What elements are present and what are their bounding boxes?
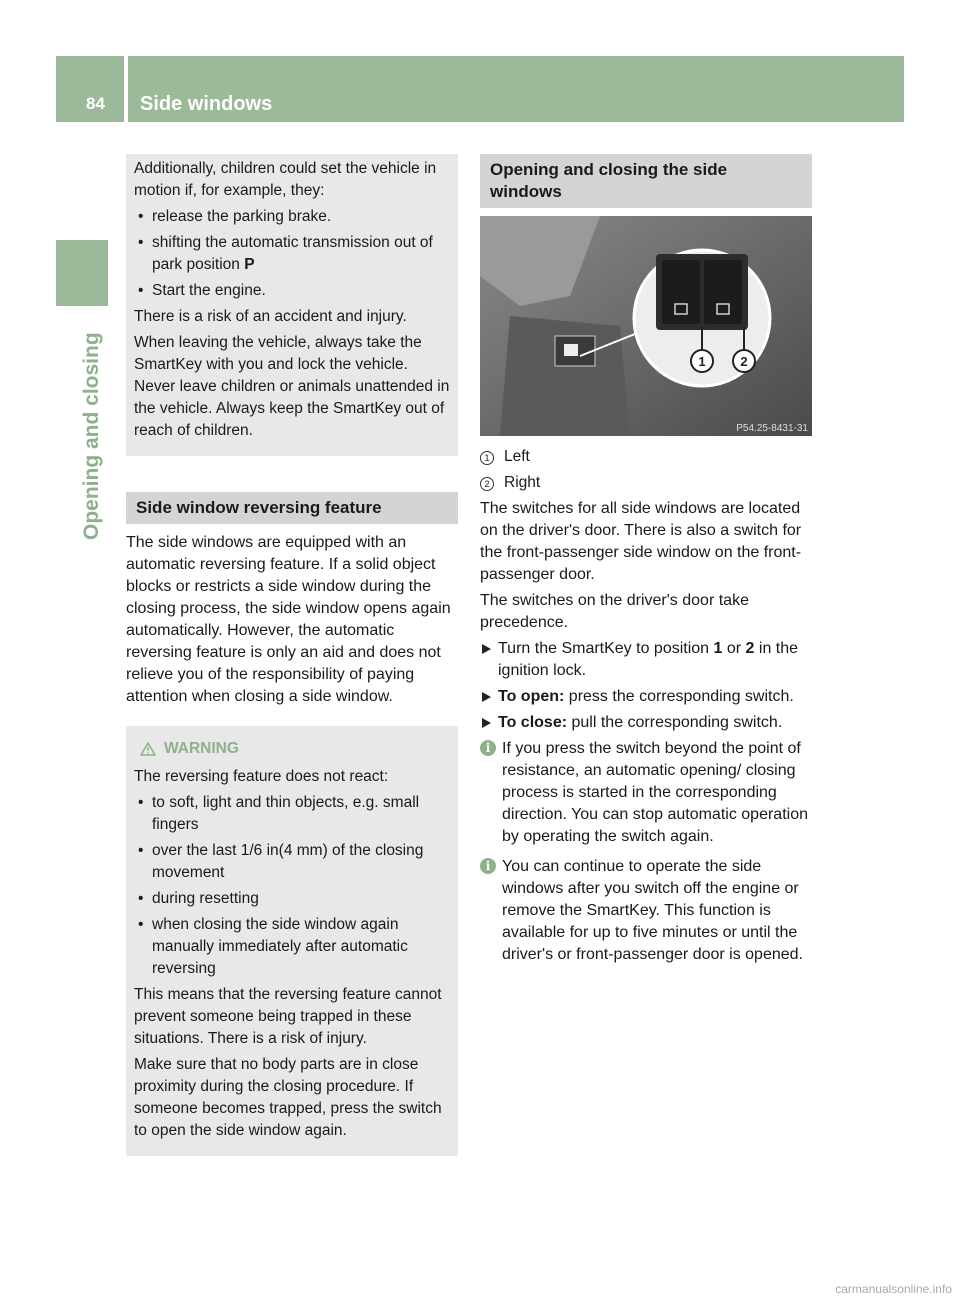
number-icon: 1 (480, 451, 494, 465)
header-bar (128, 56, 904, 122)
step-item: To close: pull the corresponding switch. (480, 712, 812, 734)
left-column (126, 154, 458, 1156)
side-tab (56, 240, 108, 306)
watermark: carmanualsonline.info (835, 1282, 952, 1296)
info-icon: i (480, 740, 496, 756)
bullet: • shifting the automatic transmission out of park position P (134, 232, 450, 276)
info-icon: i (480, 858, 496, 874)
legend-item: 2 Right (480, 472, 812, 494)
bullet: • when closing the side window again manually immediately after automatic reversing (134, 914, 450, 980)
number-icon: 2 (480, 477, 494, 491)
info-note: i You can continue to operate the side windows after you switch off the engine or remove the SmartKey. This function is available for up to five minutes or until the driver's or front-passenger door is opened. (480, 856, 812, 966)
step-item: To open: press the corresponding switch. (480, 686, 812, 708)
bullet: • during resetting (134, 888, 450, 910)
bullet: • Start the engine. (134, 280, 450, 302)
page-number-box (56, 56, 124, 122)
page-number: 84 (86, 94, 105, 113)
callout-2: 2 (740, 354, 748, 369)
body-text: The switches on the driver's door take precedence. (480, 592, 749, 631)
right-column (480, 154, 812, 974)
warning-box (126, 726, 458, 1156)
box-intro: Additionally, children could set the vehicle in motion if, for example, they: (134, 160, 437, 199)
bullet: • release the parking brake. (134, 206, 450, 228)
warning-icon (140, 742, 156, 756)
box-text: When leaving the vehicle, always take the SmartKey with you and lock the vehicle. Never leave children or animals unattended in the vehicle. Always keep the SmartKey out of reach of children. (134, 334, 450, 439)
info-note: i If you press the switch beyond the point of resistance, an automatic opening/ closing process is started in the corresponding direction. You can stop automatic operation by operating the switch again. (480, 738, 812, 848)
warning-intro: The reversing feature does not react: (134, 768, 389, 785)
warning-text: This means that the reversing feature cannot prevent someone being trapped in these situations. There is a risk of injury. (134, 986, 442, 1047)
warning-continuation-box (126, 154, 458, 456)
bullet: • to soft, light and thin objects, e.g. small fingers (134, 792, 450, 836)
door-switch-image (480, 216, 812, 436)
section-heading: Side window reversing feature (126, 492, 458, 524)
warning-title: WARNING (134, 738, 450, 760)
switch-illustration (480, 216, 812, 436)
box-text: There is a risk of an accident and injury. (134, 308, 407, 325)
legend (480, 446, 812, 494)
section-text: The side windows are equipped with an automatic reversing feature. If a solid object blocks or restricts a side window during the closing process, the side window opens again automatically. However, the automatic reversing feature is only an aid and does not relieve you of the responsibility of paying attention when closing a side window. (126, 534, 451, 705)
page-title: Side windows (140, 93, 273, 115)
bullet: • over the last 1/6 in(4 mm) of the closing movement (134, 840, 450, 884)
callout-1: 1 (698, 354, 706, 369)
step-item: Turn the SmartKey to position 1 or 2 in the ignition lock. (480, 638, 812, 682)
image-code: P54.25-8431-31 (736, 423, 808, 434)
section-heading: Opening and closing the side windows (480, 154, 812, 208)
chapter-label: Opening and closing (80, 332, 103, 540)
warning-text: Make sure that no body parts are in close proximity during the closing procedure. If someone becomes trapped, press the switch to open the side window again. (134, 1056, 442, 1139)
legend-item: 1 Left (480, 446, 812, 468)
body-text: The switches for all side windows are located on the driver's door. There is also a switch for the front-passenger side window on the front-passenger door. (480, 500, 802, 583)
